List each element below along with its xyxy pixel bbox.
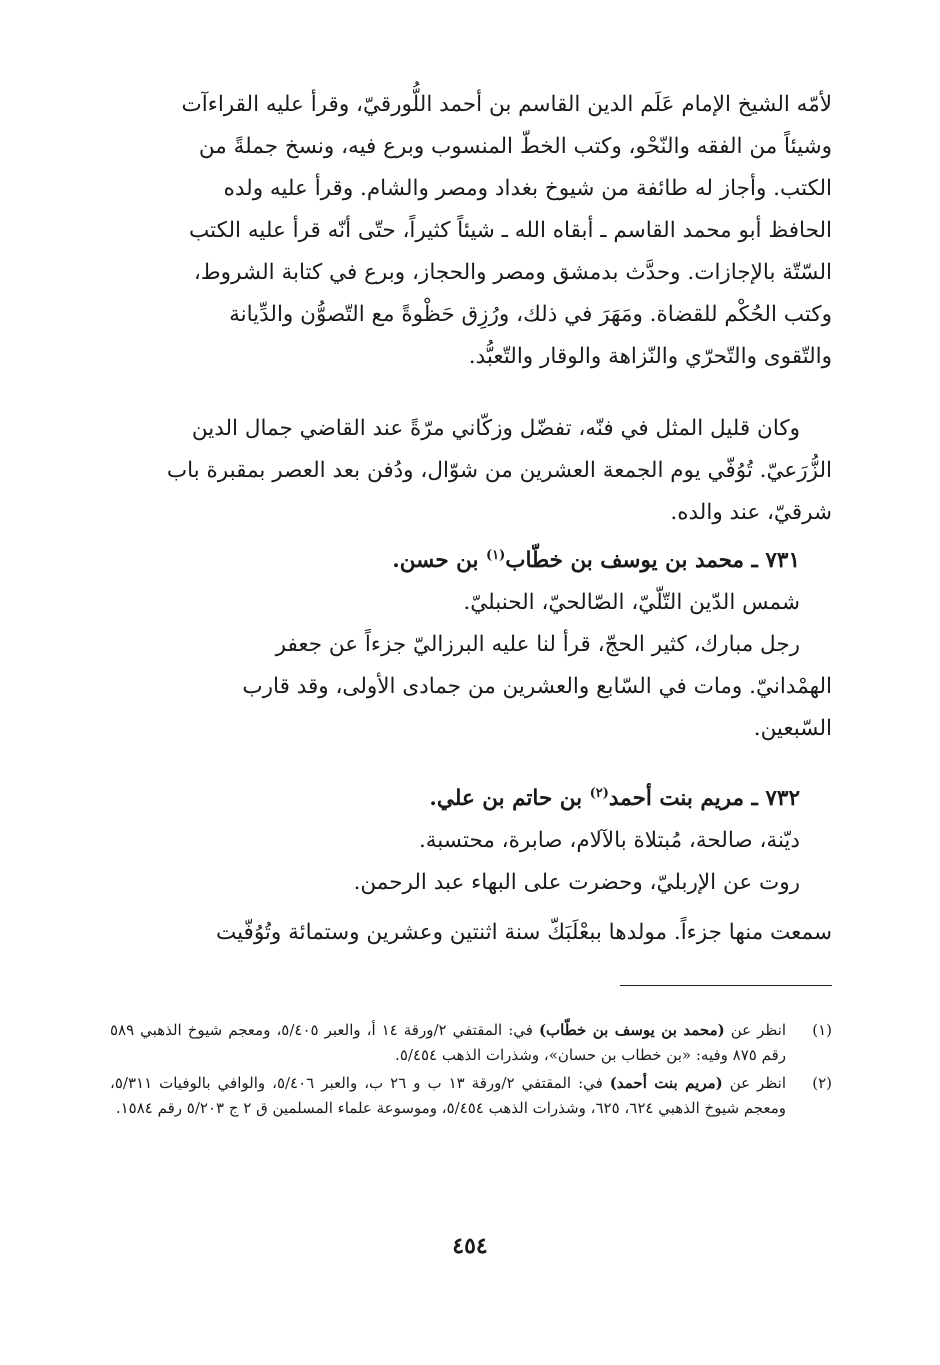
entry-731-title: شمس الدّين التّلّيّ، الصّالحيّ، الحنبليّ. — [463, 590, 800, 615]
text-line: رجل مبارك، كثير الحجّ، قرأ لنا عليه البرزاليّ جزءاً عن جعفر — [275, 632, 800, 657]
text-line: الزُّرَعيّ. تُوُفّي يوم الجمعة العشرين من شوّال، ودُفن بعد العصر بمقبرة باب — [166, 458, 832, 483]
text-line: الكتب. وأجاز له طائفة من شيوخ بغداد ومصر والشام. وقرأ عليه ولده — [223, 176, 832, 201]
entry-731-name-rest: بن حسن. — [392, 548, 486, 573]
entry-732-name-rest: بن حاتم بن علي. — [429, 786, 590, 811]
entry-732 — [110, 778, 832, 904]
footnote-subject: (مريم بنت أحمد) — [609, 1074, 723, 1092]
text-line: وشيئاً من الفقه والنّحْو، وكتب الخطّ المنسوب وبرع فيه، ونسخ جملةً من — [198, 134, 832, 159]
footnote-number: (١) — [812, 1021, 832, 1039]
entry-731 — [110, 540, 832, 750]
entry-731-heading — [110, 540, 832, 582]
text-line: الحافظ أبو محمد القاسم ـ أبقاه الله ـ شيئاً كثيراً، حتّى أنّه قرأ عليه الكتب — [189, 218, 832, 243]
footnote-ref-1: (١) — [485, 547, 506, 563]
footnote-lead: انظر عن — [724, 1021, 787, 1039]
text-line: لأمّه الشيخ الإمام عَلَم الدين القاسم بن أحمد اللُّورقيّ، وقرأ عليه القراءآت — [181, 92, 832, 117]
text-line: روت عن الإربليّ، وحضرت على البهاء عبد الرحمن. — [353, 870, 800, 895]
text-line: شرقيّ، عند والده. — [670, 500, 832, 525]
intro-paragraph — [110, 84, 832, 378]
footnote-lead: انظر عن — [722, 1074, 786, 1092]
footnote-subject: (محمد بن يوسف بن خطّاب) — [538, 1021, 725, 1039]
page-number: ٤٥٤ — [452, 1233, 488, 1259]
footnotes — [110, 1018, 832, 1124]
entry-732-title: ديّنة، صالحة، مُبتلاة بالآلام، صابرة، محتسبة. — [418, 828, 800, 853]
entry-731-name: ٧٣١ ـ محمد بن يوسف بن خطّاب — [505, 548, 800, 573]
footnote-separator — [620, 985, 832, 986]
text-line: السّتّة بالإجازات. وحدَّث بدمشق ومصر والحجاز، وبرع في كتابة الشروط، — [193, 260, 832, 285]
text-line: سمعت منها جزءاً. مولدها ببعْلَبَكّ سنة اثنتين وعشرين وستمائة وتُوُفّيت — [215, 920, 832, 945]
text-line: والتّقوى والتّحرّي والنّزاهة والوقار والتّعبُّد. — [468, 344, 832, 369]
footnote-ref-2: (٢) — [589, 785, 609, 801]
continuation-paragraph — [110, 912, 832, 954]
footnote-text: في: المقتفي ٢/ورقة ١٣ ب و ٢٦ ب، والعبر ٥/٤٠٦، والوافي بالوفيات ٥/٣١١، ومعجم شيوخ الذهبي ٦٢٤، ٦٢٥، وشذرات الذهب ٥/٤٥٤، وموسوعة علماء المسلمين ق ٢ ج ٥/٢٠٣ رقم ١٥٨٤. — [110, 1074, 786, 1117]
text-line: وكان قليل المثل في فنّه، تفضّل وزكّاني مرّةً عند القاضي جمال الدين — [191, 416, 800, 441]
footnote-number: (٢) — [812, 1074, 832, 1092]
footnote-1 — [110, 1018, 832, 1068]
text-line: وكتب الحُكْم للقضاة. ومَهَرَ في ذلك، ورُزِق حَظْوةً مع التّصوُّن والدِّيانة — [229, 302, 832, 327]
text-line: الهمْدانيّ. ومات في السّابع والعشرين من جمادى الأولى، وقد قارب — [242, 674, 832, 699]
second-paragraph — [110, 408, 832, 534]
text-line: السّبعين. — [753, 716, 832, 741]
entry-732-heading — [110, 778, 832, 820]
footnote-text: في: المقتفي ٢/ورقة ١٤ أ، والعبر ٥/٤٠٥، ومعجم شيوخ الذهبي ٥٨٩ رقم ٨٧٥ وفيه: «بن خطاب بن حسان»، وشذرات الذهب ٥/٤٥٤. — [110, 1021, 786, 1064]
entry-732-name: ٧٣٢ ـ مريم بنت أحمد — [608, 786, 800, 811]
footnote-2 — [110, 1071, 832, 1121]
